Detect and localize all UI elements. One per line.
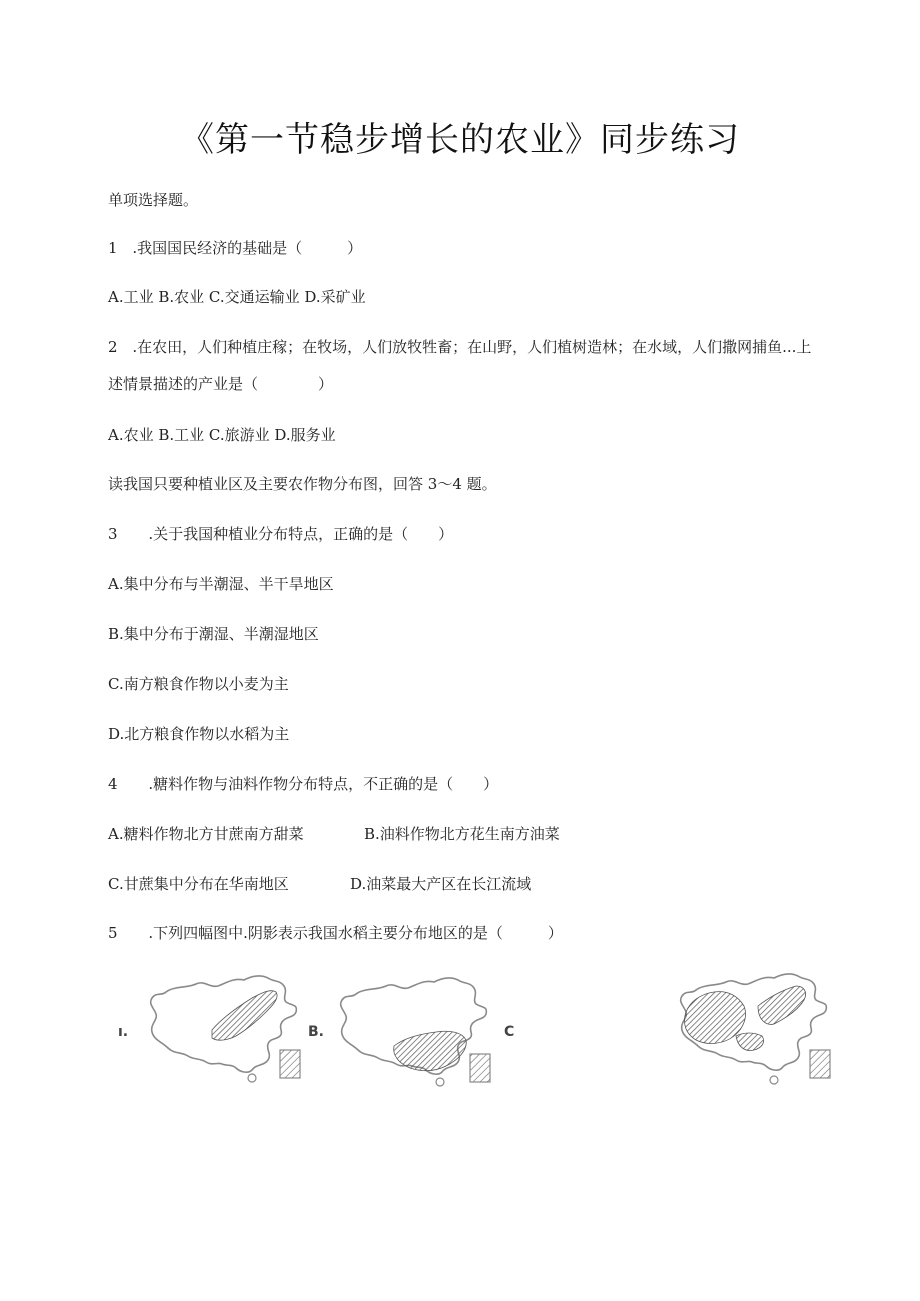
question-3-option-d: D.北方粮食作物以水稻为主: [108, 725, 290, 743]
question-4-option-b: B.油料作物北方花生南方油菜: [364, 825, 560, 843]
question-1: [108, 238, 362, 258]
question-2-stem-line2: 述情景描述的产业是（ ）: [108, 375, 334, 393]
question-4-number: 4: [108, 775, 118, 793]
page-title: 《第一节稳步增长的农业》同步练习: [180, 120, 740, 160]
question-3-option-a: A.集中分布与半潮湿、半干旱地区: [108, 575, 334, 593]
question-2-options: A.农业 B.工业 C.旅游业 D.服务业: [108, 426, 336, 444]
question-3-stem: .关于我国种植业分布特点，正确的是（ ）: [148, 525, 454, 543]
question-4-option-d: D.油菜最大产区在长江流域: [350, 875, 532, 893]
map-a: [151, 976, 300, 1082]
map-d: [681, 974, 830, 1084]
question-3-option-b: B.集中分布于潮湿、半潮湿地区: [108, 625, 319, 643]
question-5-number: 5: [108, 924, 118, 942]
question-1-options: A.工业 B.农业 C.交通运输业 D.采矿业: [108, 288, 366, 306]
question-3-number: 3: [108, 525, 118, 543]
question-2: [108, 337, 811, 357]
map-b: [341, 978, 490, 1086]
question-4-option-c: C.甘蔗集中分布在华南地区: [108, 875, 289, 893]
question-3-option-c: C.南方粮食作物以小麦为主: [108, 675, 289, 693]
question-5: [108, 923, 563, 943]
map-a-label: ı.: [118, 1024, 129, 1040]
question-2-stem-line1: .在农田，人们种植庄稼；在牧场，人们放牧牲畜；在山野，人们植树造林；在水域，人们撒网捕鱼...上: [132, 338, 812, 356]
section-heading: 单项选择题。: [108, 191, 199, 209]
question-4: [108, 774, 498, 794]
map-b-label: B.: [308, 1024, 324, 1040]
intro-questions-3-4: 读我国只要种植业区及主要农作物分布图，回答 3～4 题。: [108, 475, 497, 493]
question-3: [108, 524, 453, 544]
question-4-stem: .糖料作物与油料作物分布特点，不正确的是（ ）: [148, 775, 499, 793]
map-c-label: C: [504, 1024, 515, 1040]
maps-svg: [0, 968, 920, 1098]
question-2-number: 2: [108, 338, 118, 356]
question-1-stem: .我国国民经济的基础是（ ）: [132, 239, 363, 257]
question-1-number: 1: [108, 239, 118, 257]
rice-distribution-maps: [0, 968, 920, 1098]
question-5-stem: .下列四幅图中.阴影表示我国水稻主要分布地区的是（ ）: [148, 924, 563, 942]
question-4-option-a: A.糖料作物北方甘蔗南方甜菜: [108, 825, 304, 843]
